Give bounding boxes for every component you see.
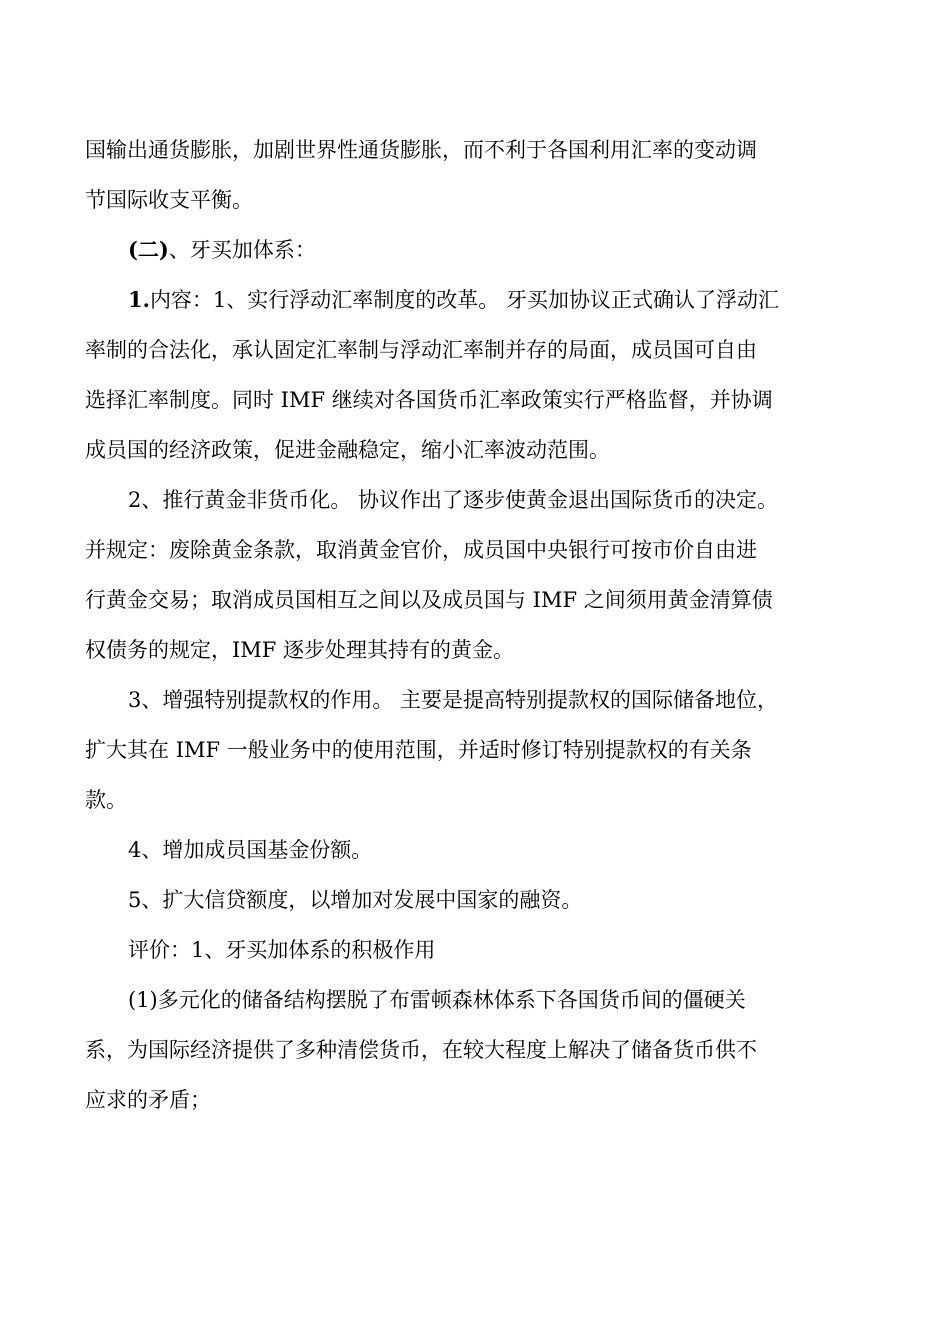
- paragraph-line: 选择汇率制度。同时 IMF 继续对各国货币汇率政策实行严格监督，并协调: [85, 388, 773, 412]
- evaluation-line: 评价：1、牙买加体系的积极作用: [128, 938, 436, 962]
- section-title: 、牙买加体系：: [168, 238, 316, 262]
- item-1-first-line: [128, 285, 779, 315]
- item-4-line: 4、增加成员国基金份额。: [128, 838, 373, 862]
- paragraph-line: 节国际收支平衡。: [85, 188, 253, 212]
- item-1-text: 内容：1、实行浮动汇率制度的改革。 牙买加协议正式确认了浮动汇: [149, 288, 779, 312]
- paragraph-line: 款。: [85, 788, 127, 812]
- section-number: (二): [128, 237, 169, 262]
- paragraph-line: 系，为国际经济提供了多种清偿货币，在较大程度上解决了储备货币供不: [85, 1038, 757, 1062]
- item-2-first-line: 2、推行黄金非货币化。 协议作出了逐步使黄金退出国际货币的决定。: [128, 488, 779, 512]
- item-3-first-line: 3、增强特别提款权的作用。 主要是提高特别提款权的国际储备地位，: [128, 688, 779, 712]
- paragraph-line: 应求的矛盾；: [85, 1088, 211, 1112]
- paragraph-line: 率制的合法化，承认固定汇率制与浮动汇率制并存的局面，成员国可自由: [85, 338, 757, 362]
- paragraph-line: 国输出通货膨胀，加剧世界性通货膨胀，而不利于各国利用汇率的变动调: [85, 138, 757, 162]
- paragraph-line: 成员国的经济政策，促进金融稳定，缩小汇率波动范围。: [85, 438, 610, 462]
- section-heading: [128, 235, 316, 265]
- item-1-number: 1.: [128, 287, 150, 312]
- point-1-first-line: (1)多元化的储备结构摆脱了布雷顿森林体系下各国货币间的僵硬关: [128, 988, 746, 1012]
- item-5-line: 5、扩大信贷额度，以增加对发展中国家的融资。: [128, 888, 583, 912]
- paragraph-line: 并规定：废除黄金条款，取消黄金官价，成员国中央银行可按市价自由进: [85, 538, 757, 562]
- paragraph-line: 行黄金交易；取消成员国相互之间以及成员国与 IMF 之间须用黄金清算债: [85, 588, 773, 612]
- paragraph-line: 权债务的规定，IMF 逐步处理其持有的黄金。: [85, 638, 515, 662]
- paragraph-line: 扩大其在 IMF 一般业务中的使用范围，并适时修订特别提款权的有关条: [85, 738, 752, 762]
